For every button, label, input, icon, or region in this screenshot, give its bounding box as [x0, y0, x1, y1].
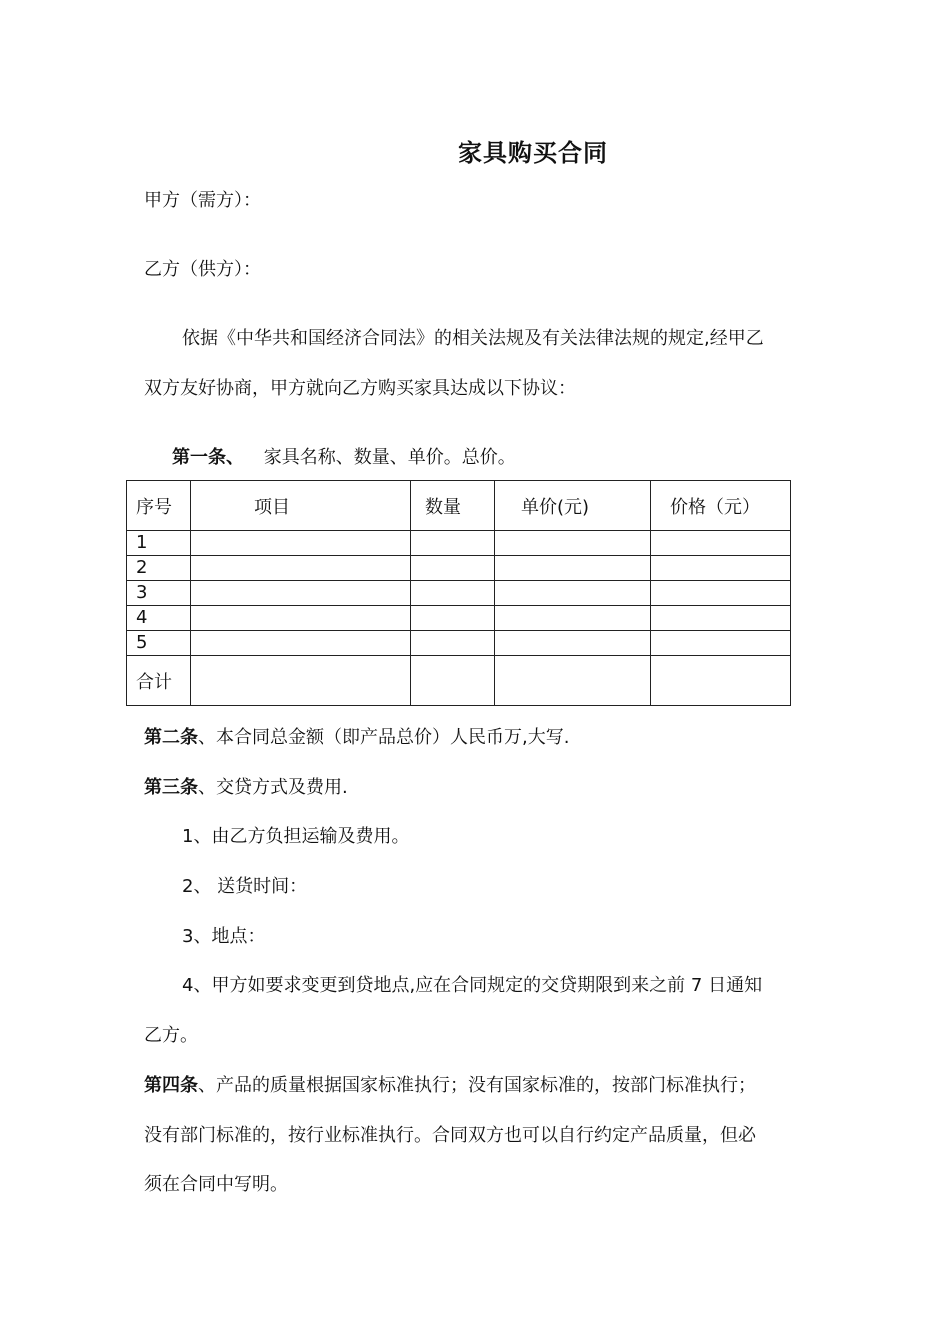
article-1-heading: 第一条、: [172, 447, 244, 468]
row-price-cell: [651, 531, 791, 556]
document-title: 家具购买合同: [458, 138, 608, 167]
row-price-cell: [651, 556, 791, 581]
party-a-label: 甲方（需方）：: [144, 190, 261, 211]
total-item-cell: [191, 656, 411, 706]
row-quantity-cell: [411, 531, 495, 556]
article-1: [172, 446, 516, 470]
party-b-label: 乙方（供方）：: [144, 259, 261, 280]
article-2: [144, 726, 569, 750]
header-item: 项目: [191, 481, 411, 531]
article-3-item-3: 3、地点：: [182, 926, 266, 947]
row-price-cell: [651, 631, 791, 656]
article-4-line-3: 须在合同中写明。: [144, 1174, 288, 1195]
row-index: 2: [127, 556, 191, 581]
article-3-heading: 第三条: [144, 777, 198, 798]
intro-line-2: 双方友好协商，甲方就向乙方购买家具达成以下协议：: [144, 378, 576, 399]
row-price-cell: [651, 581, 791, 606]
row-unit-price-cell: [495, 631, 651, 656]
row-index: 5: [127, 631, 191, 656]
items-table: [126, 480, 791, 706]
row-price-cell: [651, 606, 791, 631]
article-1-text: 家具名称、数量、单价。总价。: [263, 447, 516, 468]
total-unit-price-cell: [495, 656, 651, 706]
table-total-row: [127, 656, 791, 706]
total-label: 合计: [127, 656, 191, 706]
row-item-cell: [191, 581, 411, 606]
row-item-cell: [191, 556, 411, 581]
row-item-cell: [191, 531, 411, 556]
article-2-heading: 第二条: [144, 727, 198, 748]
article-4-line-2: 没有部门标准的，按行业标准执行。合同双方也可以自行约定产品质量，但必: [144, 1125, 756, 1146]
table-header-row: [127, 481, 791, 531]
row-index: 1: [127, 531, 191, 556]
article-3: [144, 776, 348, 800]
header-index: 序号: [127, 481, 191, 531]
header-price: 价格（元）: [651, 481, 791, 531]
article-3-item-2: 2、 送货时间：: [182, 876, 308, 897]
table-row: [127, 631, 791, 656]
total-quantity-cell: [411, 656, 495, 706]
table-row: [127, 606, 791, 631]
table-row: [127, 581, 791, 606]
total-price-cell: [651, 656, 791, 706]
article-3-text: 、交贷方式及费用.: [198, 777, 348, 798]
table-row: [127, 531, 791, 556]
article-3-item-4-continuation: 乙方。: [144, 1025, 198, 1046]
row-item-cell: [191, 631, 411, 656]
row-index: 3: [127, 581, 191, 606]
article-4-heading: 第四条: [144, 1075, 198, 1096]
article-4-line-1: 、产品的质量根据国家标准执行；没有国家标准的，按部门标准执行；: [198, 1075, 756, 1096]
table-row: [127, 556, 791, 581]
row-unit-price-cell: [495, 606, 651, 631]
header-quantity: 数量: [411, 481, 495, 531]
row-index: 4: [127, 606, 191, 631]
row-quantity-cell: [411, 606, 495, 631]
intro-line-1: 依据《中华共和国经济合同法》的相关法规及有关法律法规的规定,经甲乙: [182, 328, 764, 349]
article-3-item-1: 1、由乙方负担运输及费用。: [182, 826, 410, 847]
row-unit-price-cell: [495, 581, 651, 606]
article-3-item-4: 4、甲方如要求变更到贷地点,应在合同规定的交贷期限到来之前 7 日通知: [182, 975, 763, 996]
row-quantity-cell: [411, 556, 495, 581]
header-unit-price: 单价(元): [495, 481, 651, 531]
article-2-text: 、本合同总金额（即产品总价）人民币万,大写.: [198, 727, 570, 748]
row-quantity-cell: [411, 631, 495, 656]
article-4: [144, 1074, 756, 1098]
row-unit-price-cell: [495, 556, 651, 581]
row-unit-price-cell: [495, 531, 651, 556]
row-quantity-cell: [411, 581, 495, 606]
row-item-cell: [191, 606, 411, 631]
